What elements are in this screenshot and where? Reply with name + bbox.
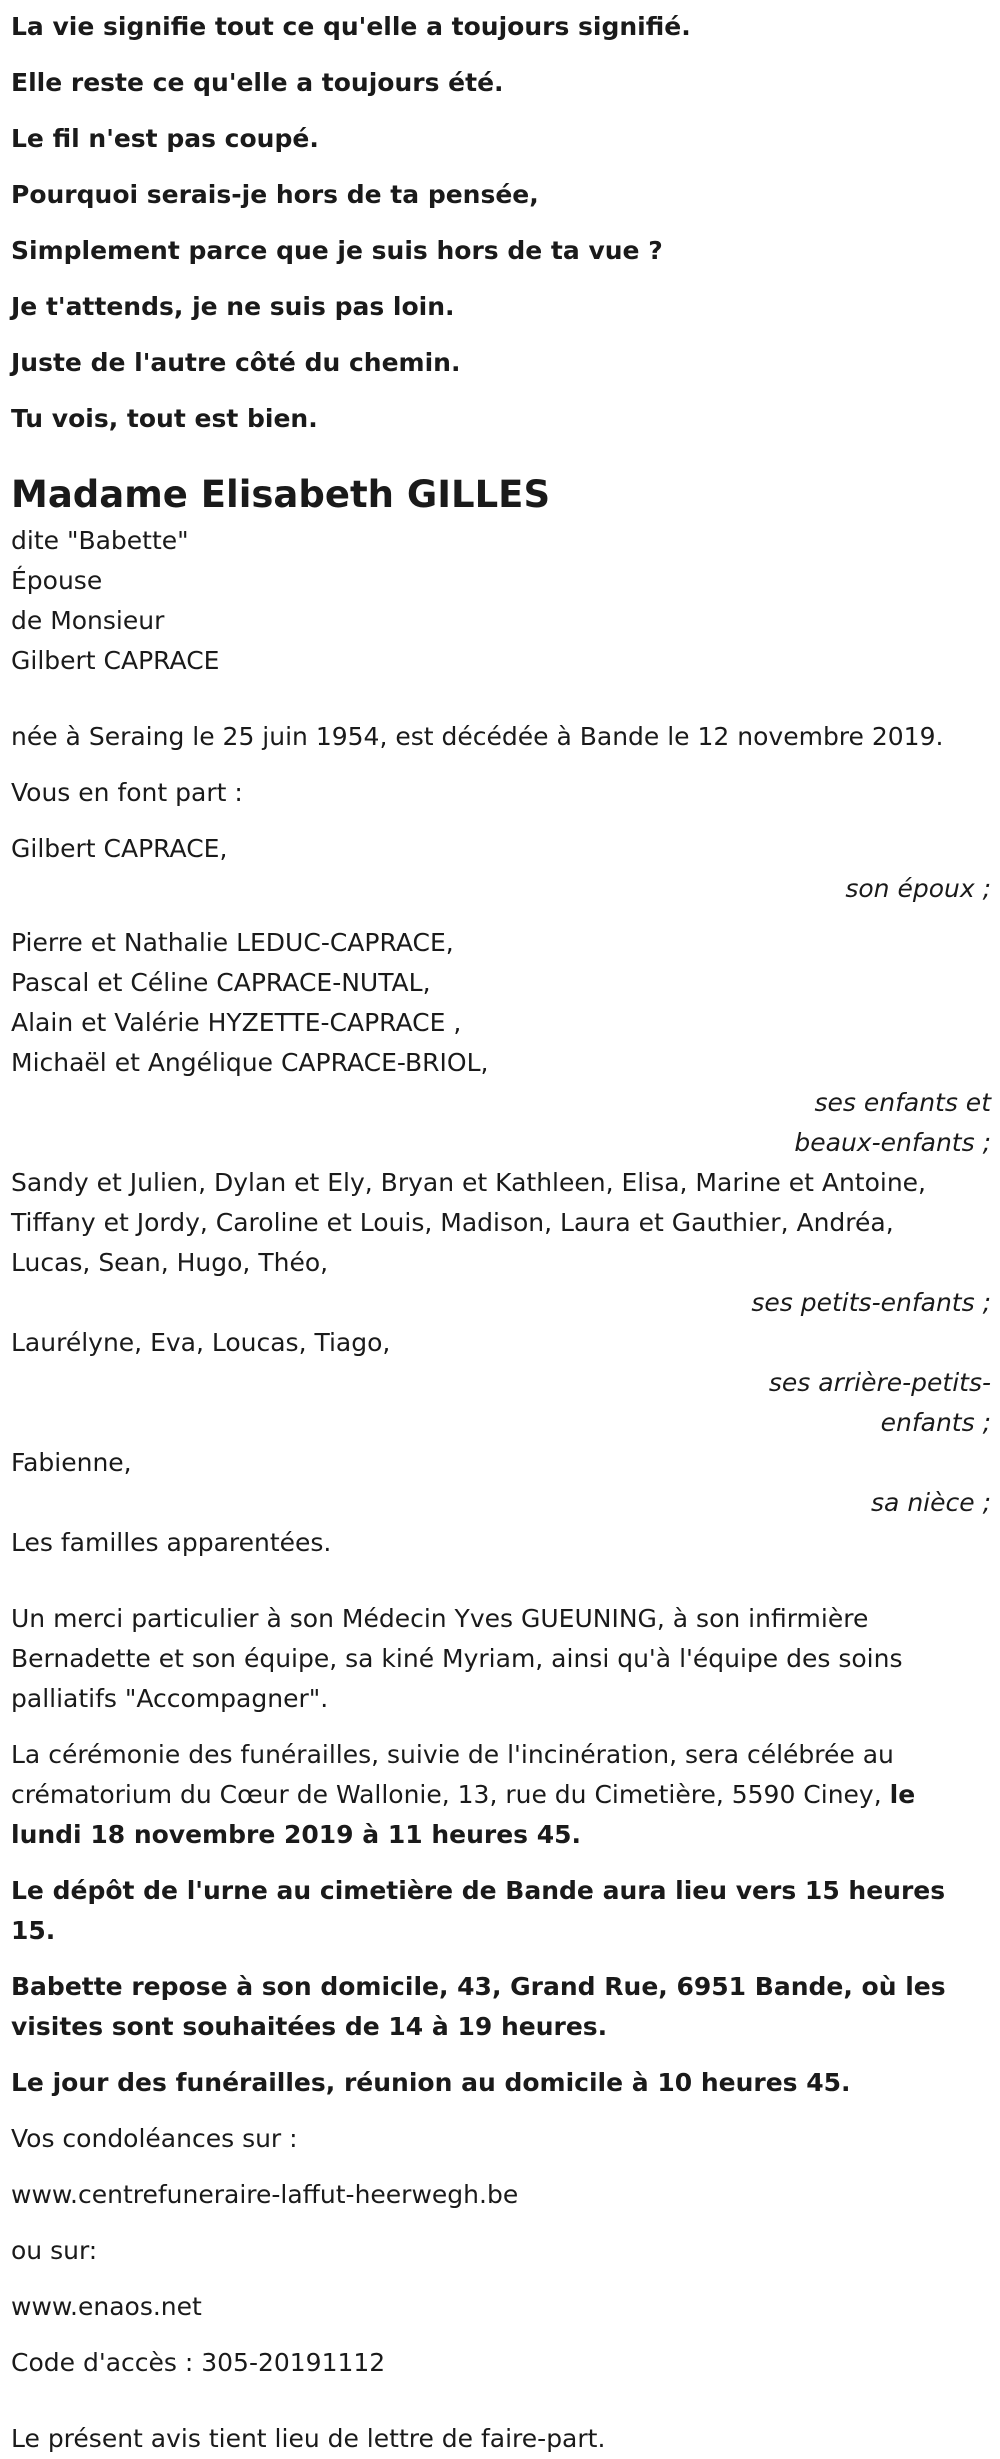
obituary-page (11, 0, 991, 2459)
family-role: ses arrière-petits- (768, 1368, 991, 1397)
announce-intro: Vous en font part : (11, 778, 243, 807)
family-role: sa nièce ; (871, 1488, 991, 1517)
urn-deposit-text: Le dépôt de l'urne au cimetière de Bande aura lieu vers 15 heures 15. (11, 1876, 946, 1945)
family-grandchildren: Tiffany et Jordy, Caroline et Louis, Madison, Laura et Gauthier, Andréa, (11, 1208, 894, 1237)
poem (11, 7, 991, 455)
ceremony-date-start: le (889, 1780, 916, 1809)
family-child: Alain et Valérie HYZETTE-CAPRACE , (11, 1008, 462, 1037)
condolences-intro: Vos condoléances sur : (11, 2124, 298, 2153)
thanks-line: palliatifs "Accompagner". (11, 1684, 329, 1713)
spouse-line: de Monsieur (11, 606, 165, 635)
visits-paragraph (11, 1967, 991, 2047)
family-role: son époux ; (845, 874, 991, 903)
poem-line: Le fil n'est pas coupé. (11, 124, 319, 153)
deceased-name: Madame Elisabeth GILLES (11, 473, 551, 516)
thanks-line: Bernadette et son équipe, sa kiné Myriam, ainsi qu'à l'équipe des soins (11, 1644, 903, 1673)
visits-line: Babette repose à son domicile, 43, Grand Rue, 6951 Bande, où les (11, 1972, 946, 2001)
thanks-line: Un merci particulier à son Médecin Yves GUEUNING, à son infirmière (11, 1604, 869, 1633)
family-child: Pascal et Céline CAPRACE-NUTAL, (11, 968, 431, 997)
family-role: beaux-enfants ; (794, 1128, 991, 1157)
poem-line: Simplement parce que je suis hors de ta vue ? (11, 236, 663, 265)
ceremony-paragraph (11, 1735, 991, 1855)
family-spouse: Gilbert CAPRACE, (11, 834, 228, 863)
family-grandchildren: Sandy et Julien, Dylan et Ely, Bryan et Kathleen, Elisa, Marine et Antoine, (11, 1168, 927, 1197)
ceremony-date: lundi 18 novembre 2019 à 11 heures 45. (11, 1820, 582, 1849)
access-code: Code d'accès : 305-20191112 (11, 2348, 386, 2377)
family-child: Michaël et Angélique CAPRACE-BRIOL, (11, 1048, 489, 1077)
family-role: ses enfants et (814, 1088, 991, 1117)
visits-line: visites sont souhaitées de 14 à 19 heures. (11, 2012, 608, 2041)
spouse-line: Épouse (11, 566, 103, 595)
poem-line: Elle reste ce qu'elle a toujours été. (11, 68, 504, 97)
meeting-text: Le jour des funérailles, réunion au domicile à 10 heures 45. (11, 2068, 851, 2097)
website-link[interactable]: www.enaos.net (11, 2292, 202, 2321)
closing-note: Le présent avis tient lieu de lettre de faire-part. (11, 2424, 606, 2453)
family-grandchildren: Lucas, Sean, Hugo, Théo, (11, 1248, 329, 1277)
poem-line: Tu vois, tout est bien. (11, 404, 318, 433)
family-child: Pierre et Nathalie LEDUC-CAPRACE, (11, 928, 454, 957)
ceremony-line: La cérémonie des funérailles, suivie de l'incinération, sera célébrée au (11, 1740, 894, 1769)
family-niece: Fabienne, (11, 1448, 132, 1477)
poem-line: Pourquoi serais-je hors de ta pensée, (11, 180, 539, 209)
family-great-grandchildren: Laurélyne, Eva, Loucas, Tiago, (11, 1328, 391, 1357)
birth-death-text: née à Seraing le 25 juin 1954, est décédée à Bande le 12 novembre 2019. (11, 722, 944, 751)
deceased-nickname: dite "Babette" (11, 526, 189, 555)
family-relatives: Les familles apparentées. (11, 1528, 332, 1557)
poem-line: Juste de l'autre côté du chemin. (11, 348, 461, 377)
or-on-text: ou sur: (11, 2236, 98, 2265)
thanks-paragraph (11, 1599, 991, 1719)
spouse-name: Gilbert CAPRACE (11, 646, 220, 675)
ceremony-location: crématorium du Cœur de Wallonie, 13, rue du Cimetière, 5590 Ciney, (11, 1780, 890, 1809)
poem-line: Je t'attends, je ne suis pas loin. (11, 292, 455, 321)
poem-line: La vie signifie tout ce qu'elle a toujours signifié. (11, 12, 691, 41)
family-role: enfants ; (880, 1408, 991, 1437)
ceremony-line (11, 1775, 991, 1815)
website-link[interactable]: www.centrefuneraire-laffut-heerwegh.be (11, 2180, 519, 2209)
family-role: ses petits-enfants ; (751, 1288, 991, 1317)
